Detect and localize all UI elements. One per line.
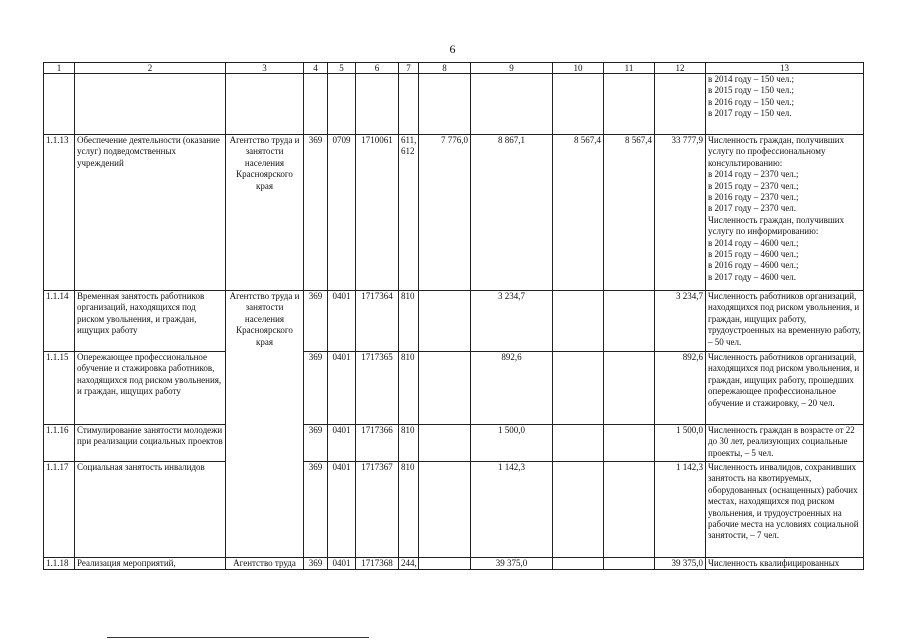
col-header-11: 11 xyxy=(604,63,655,74)
result-line: в 2017 году – 150 чел. xyxy=(708,108,792,119)
row-y2015: 39 375,0 xyxy=(471,558,553,570)
col-header-2: 2 xyxy=(75,63,226,74)
row-vr: 810 xyxy=(399,425,419,462)
row-rzpr: 0401 xyxy=(328,462,356,558)
budget-table xyxy=(43,62,864,570)
row-y2016 xyxy=(553,462,604,558)
row-y2017 xyxy=(604,425,655,462)
row-result xyxy=(706,135,864,291)
col-header-9: 9 xyxy=(471,63,553,74)
page-number: 6 xyxy=(449,42,456,56)
row-grbs: 369 xyxy=(304,425,328,462)
row-grbs: 369 xyxy=(304,291,328,352)
col-header-8: 8 xyxy=(419,63,471,74)
table-row xyxy=(44,291,864,352)
result-line: Численность работников организаций, находящихся под риском увольнения, и граждан, ищущих работу, трудоустроенных на временную работу, – 50 чел. xyxy=(708,291,861,347)
result-line: Численность граждан, получивших услугу по информированию: xyxy=(708,214,845,237)
row-y2017: 8 567,4 xyxy=(604,135,655,291)
row-result xyxy=(706,425,864,462)
result-line: в 2016 году – 150 чел.; xyxy=(708,96,795,107)
col-header-7: 7 xyxy=(399,63,419,74)
col-header-4: 4 xyxy=(304,63,328,74)
row-y2014 xyxy=(419,462,471,558)
result-line: Численность граждан, получивших услугу по профессиональному консультированию: xyxy=(708,135,845,168)
row-rzpr: 0401 xyxy=(328,425,356,462)
row-grbs: 369 xyxy=(304,558,328,570)
row-y2016 xyxy=(553,425,604,462)
row-result xyxy=(706,558,864,570)
col-header-10: 10 xyxy=(553,63,604,74)
col-header-5: 5 xyxy=(328,63,356,74)
row-y2015: 8 867,1 xyxy=(471,135,553,291)
row-y2015: 892,6 xyxy=(471,352,553,425)
row-csr: 1710061 xyxy=(356,135,399,291)
row-grbs: 369 xyxy=(304,352,328,425)
row-number: 1.1.18 xyxy=(44,558,75,570)
row-y2015: 3 234,7 xyxy=(471,291,553,352)
row-name: Стимулирование занятости молодежи при реализации социальных проектов xyxy=(75,425,226,462)
row-rzpr: 0401 xyxy=(328,558,356,570)
row-result xyxy=(706,352,864,425)
row-vr: 810 xyxy=(399,352,419,425)
row-number: 1.1.16 xyxy=(44,425,75,462)
table-row xyxy=(44,352,864,425)
header-row xyxy=(44,63,864,74)
row-total: 1 500,0 xyxy=(655,425,706,462)
row-y2017 xyxy=(604,291,655,352)
row-name: Реализация мероприятий, xyxy=(75,558,226,570)
row-rzpr: 0709 xyxy=(328,135,356,291)
row-agency: Агентство труда и занятости населения Красноярского края xyxy=(226,291,304,558)
row-y2017 xyxy=(604,352,655,425)
row-total: 33 777,9 xyxy=(655,135,706,291)
continuation-result xyxy=(706,74,864,135)
row-y2016 xyxy=(553,291,604,352)
result-line: Численность инвалидов, сохранивших занятость на квотируемых, оборудованных (оснащенных) рабочих местах, находящихся под риском увольнения, и трудоустроенных на рабочие места на условиях социальной занятости, – 7 чел. xyxy=(708,462,859,541)
table-row xyxy=(44,558,864,570)
col-header-6: 6 xyxy=(356,63,399,74)
result-line: в 2014 году – 2370 чел.; xyxy=(708,169,799,180)
row-y2016 xyxy=(553,352,604,425)
footnote-divider xyxy=(107,637,369,638)
row-number: 1.1.13 xyxy=(44,135,75,291)
result-line: Численность граждан в возрасте от 22 до 30 лет, реализующих социальные проекты, – 5 чел. xyxy=(708,425,855,458)
row-result xyxy=(706,462,864,558)
table-body xyxy=(44,135,864,570)
row-grbs: 369 xyxy=(304,462,328,558)
table-row xyxy=(44,135,864,291)
row-csr: 1717366 xyxy=(356,425,399,462)
row-y2017 xyxy=(604,558,655,570)
col-header-13: 13 xyxy=(706,63,864,74)
row-result xyxy=(706,291,864,352)
row-agency: Агентство труда xyxy=(226,558,304,570)
result-line: в 2017 году – 2370 чел. xyxy=(708,203,797,214)
row-y2014 xyxy=(419,425,471,462)
continuation-row xyxy=(44,74,864,135)
col-header-1: 1 xyxy=(44,63,75,74)
row-agency: Агентство труда и занятости населения Красноярского края xyxy=(226,135,304,291)
row-csr: 1717364 xyxy=(356,291,399,352)
row-y2016: 8 567,4 xyxy=(553,135,604,291)
row-rzpr: 0401 xyxy=(328,352,356,425)
row-rzpr: 0401 xyxy=(328,291,356,352)
row-y2015: 1 142,3 xyxy=(471,462,553,558)
row-total: 892,6 xyxy=(655,352,706,425)
result-line: в 2016 году – 4600 чел.; xyxy=(708,260,799,271)
table-row xyxy=(44,462,864,558)
result-line: Численность квалифицированных xyxy=(708,558,840,568)
col-header-3: 3 xyxy=(226,63,304,74)
row-y2016 xyxy=(553,558,604,570)
row-number: 1.1.17 xyxy=(44,462,75,558)
row-name: Временная занятость работников организаций, находящихся под риском увольнения, и граждан, ищущих работу xyxy=(75,291,226,352)
row-y2015: 1 500,0 xyxy=(471,425,553,462)
row-csr: 1717367 xyxy=(356,462,399,558)
row-number: 1.1.14 xyxy=(44,291,75,352)
row-name: Опережающее профессиональное обучение и стажировка работников, находящихся под риском увольнения, и граждан, ищущих работу xyxy=(75,352,226,425)
row-grbs: 369 xyxy=(304,135,328,291)
row-csr: 1717368 xyxy=(356,558,399,570)
row-total: 1 142,3 xyxy=(655,462,706,558)
row-vr: 810 xyxy=(399,462,419,558)
row-csr: 1717365 xyxy=(356,352,399,425)
result-line: в 2014 году – 150 чел.; xyxy=(708,74,795,84)
row-y2017 xyxy=(604,462,655,558)
row-name: Социальная занятость инвалидов xyxy=(75,462,226,558)
row-y2014 xyxy=(419,291,471,352)
row-vr: 244, xyxy=(399,558,419,570)
row-total: 39 375,0 xyxy=(655,558,706,570)
result-line: в 2015 году – 150 чел.; xyxy=(708,85,795,96)
row-vr: 611, 612 xyxy=(399,135,419,291)
result-line: в 2016 году – 2370 чел.; xyxy=(708,192,799,203)
row-y2014 xyxy=(419,352,471,425)
row-y2014 xyxy=(419,558,471,570)
result-line: в 2015 году – 4600 чел.; xyxy=(708,249,799,260)
row-vr: 810 xyxy=(399,291,419,352)
row-y2014: 7 776,0 xyxy=(419,135,471,291)
table-row xyxy=(44,425,864,462)
result-line: в 2015 году – 2370 чел.; xyxy=(708,180,799,191)
row-total: 3 234,7 xyxy=(655,291,706,352)
result-line: Численность работников организаций, находящихся под риском увольнения, и граждан, ищущих работу, прошедших опережающее профессиональное обучение и стажировку, – 20 чел. xyxy=(708,352,860,408)
row-number: 1.1.15 xyxy=(44,352,75,425)
result-line: в 2014 году – 4600 чел.; xyxy=(708,237,799,248)
col-header-12: 12 xyxy=(655,63,706,74)
row-name: Обеспечение деятельности (оказание услуг) подведомственных учреждений xyxy=(75,135,226,291)
result-line: в 2017 году – 4600 чел. xyxy=(708,271,797,282)
